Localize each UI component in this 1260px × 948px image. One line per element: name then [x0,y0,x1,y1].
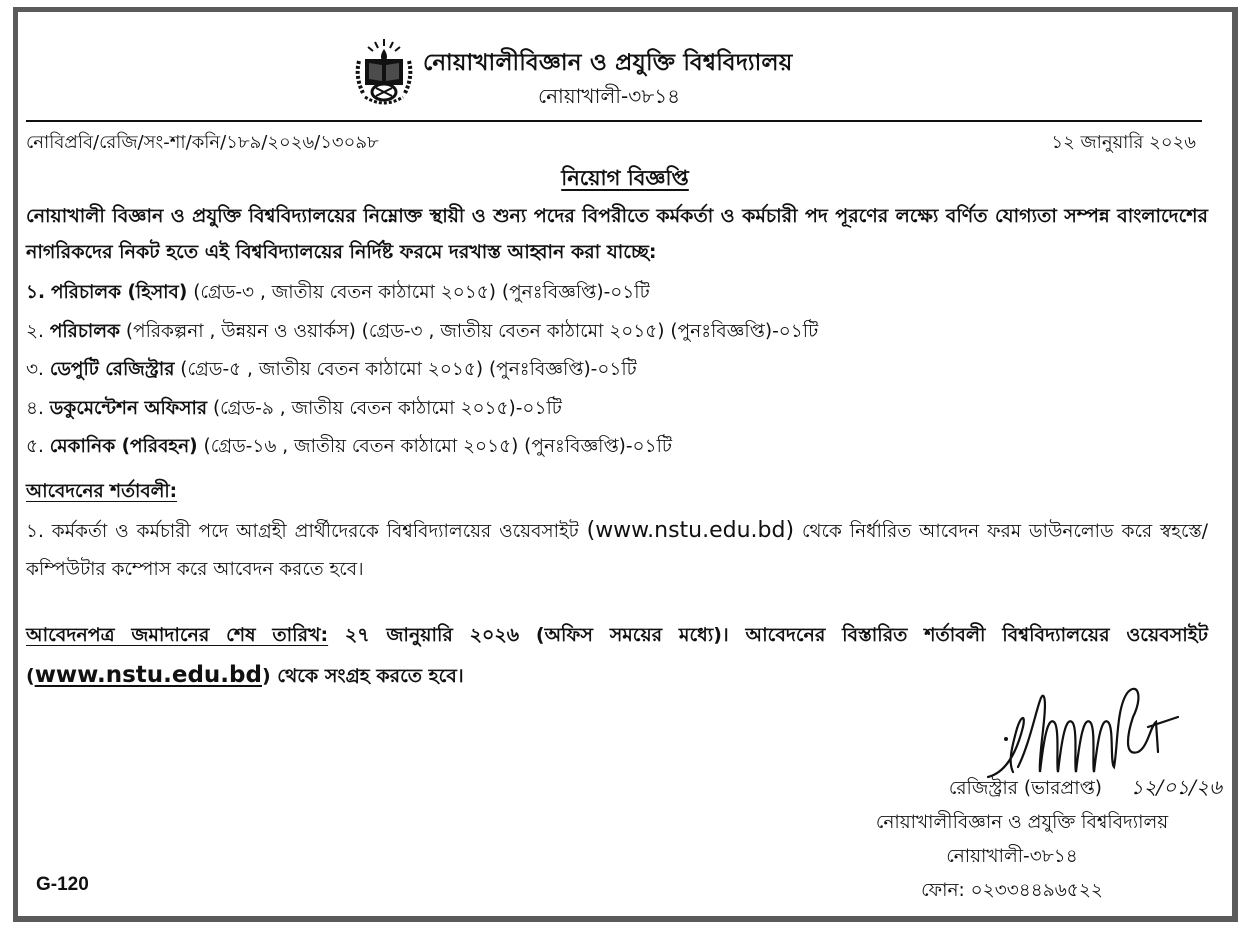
post-details: (গ্রেড-৩ , জাতীয় বেতন কাঠামো ২০১৫) (পুনঃবিজ্ঞপ্তি)-০১টি [193,282,650,303]
post-number: ৩. [26,359,44,380]
website-link[interactable]: (www.nstu.edu.bd) [586,518,795,543]
deadline-label: আবেদনপত্র জমাদানের শেষ তারিখ: [26,624,329,646]
notice-title-text: নিয়োগ বিজ্ঞপ্তি [561,166,689,190]
university-crest-icon [353,37,415,107]
post-item [26,313,1208,352]
university-name: নোয়াখালীবিজ্ঞান ও প্রযুক্তি বিশ্ববিদ্যালয় [423,50,793,76]
post-title: মেকানিক (পরিবহন) [49,436,198,457]
post-title: পরিচালক (হিসাব) [50,282,188,303]
footer-code: G-120 [36,874,89,895]
handwritten-date: ১২/০১/২৬ [1130,775,1222,799]
notice-frame [13,7,1238,922]
memo-row [26,126,1196,156]
memo-reference-number: নোবিপ্রবি/রেজি/সং-শা/কনি/১৮৯/২০২৬/১৩০৯৮ [26,132,379,153]
post-item [26,428,1208,467]
signatory-address: নোয়াখালী-৩৮১৪ [946,846,1078,867]
post-number: ৫. [26,436,44,457]
post-item [26,274,1208,313]
university-address: নোয়াখালী-৩৮১৪ [538,84,681,108]
post-details: (গ্রেড-৯ , জাতীয় বেতন কাঠামো ২০১৫)-০১টি [212,397,562,419]
post-details: (গ্রেড-১৬ , জাতীয় বেতন কাঠামো ২০১৫) (পুনঃবিজ্ঞপ্তি)-০১টি [203,436,672,457]
post-title: ডেপুটি রেজিস্ট্রার [49,359,175,380]
post-details: (গ্রেড-৫ , জাতীয় বেতন কাঠামো ২০১৫) (পুনঃবিজ্ঞপ্তি)-০১টি [180,359,637,380]
post-list [26,274,1208,467]
conditions-text-prefix: ১. কর্মকর্তা ও কর্মচারী পদে আগ্রহী প্রার্থীদেরকে বিশ্ববিদ্যালয়ের ওয়েবসাইট [26,521,579,542]
signatory-phone: ফোন: ০২৩৩৪৪৯৬৫২২ [921,880,1103,901]
notice-intro: নোয়াখালী বিজ্ঞান ও প্রযুক্তি বিশ্ববিদ্যালয়ের নিম্নোক্ত স্থায়ী ও শুন্য পদের বিপরীতে কর্মকর্তা ও কর্মচারী পদ পূরণের লক্ষ্যে বর্ণিত যোগ্যতা সম্পন্ন বাংলাদেশের নাগরিকদের নিকট হতে এই বিশ্ববিদ্যালয়ের নির্দিষ্ট ফরমে দরখাস্ত আহ্বান করা যাচ্ছে: [26,205,1208,263]
website-link-bold[interactable]: www.nstu.edu.bd [34,662,262,688]
signatory-block [802,772,1222,908]
signatory-organization: নোয়াখালীবিজ্ঞান ও প্রযুক্তি বিশ্ববিদ্যালয় [875,812,1169,833]
conditions-heading: আবেদনের শর্তাবলী: [26,481,178,502]
conditions-item [26,512,1208,589]
letterhead [18,32,1232,122]
notice-title [18,162,1232,197]
post-item [26,351,1208,390]
post-number: ৪. [26,397,44,419]
conditions-text-suffix: থেকে নির্ধারিত আবেদন ফরম ডাউনলোড করে স্বহস্তে/কম্পিউটার কম্পোস করে আবেদন করতে হবে। [26,521,1209,580]
deadline-suffix: ) থেকে সংগ্রহ করতে হবে। [261,665,464,687]
post-item [26,390,1208,429]
signatory-designation: রেজিস্ট্রার (ভারপ্রাপ্ত) [948,778,1102,799]
post-number: ১. [26,282,46,303]
deadline-text: ২৭ জানুয়ারি ২০২৬ (অফিস সময়ের মধ্যে)। আবেদনের বিস্তারিত শর্তাবলী বিশ্ববিদ্যালয়ের ওয়েবসাইট ( [26,624,1209,687]
post-number: ২. [26,320,44,342]
post-details: (পরিকল্পনা , উন্নয়ন ও ওয়ার্কস) (গ্রেড-৩ , জাতীয় বেতন কাঠামো ২০১৫) (পুনঃবিজ্ঞপ্তি)-০১টি [125,320,819,342]
header-divider [26,120,1202,122]
post-title: পরিচালক [49,320,120,342]
memo-date: ১২ জানুয়ারি ২০২৬ [1051,132,1196,153]
post-title: ডকুমেন্টেশন অফিসার [49,397,208,419]
